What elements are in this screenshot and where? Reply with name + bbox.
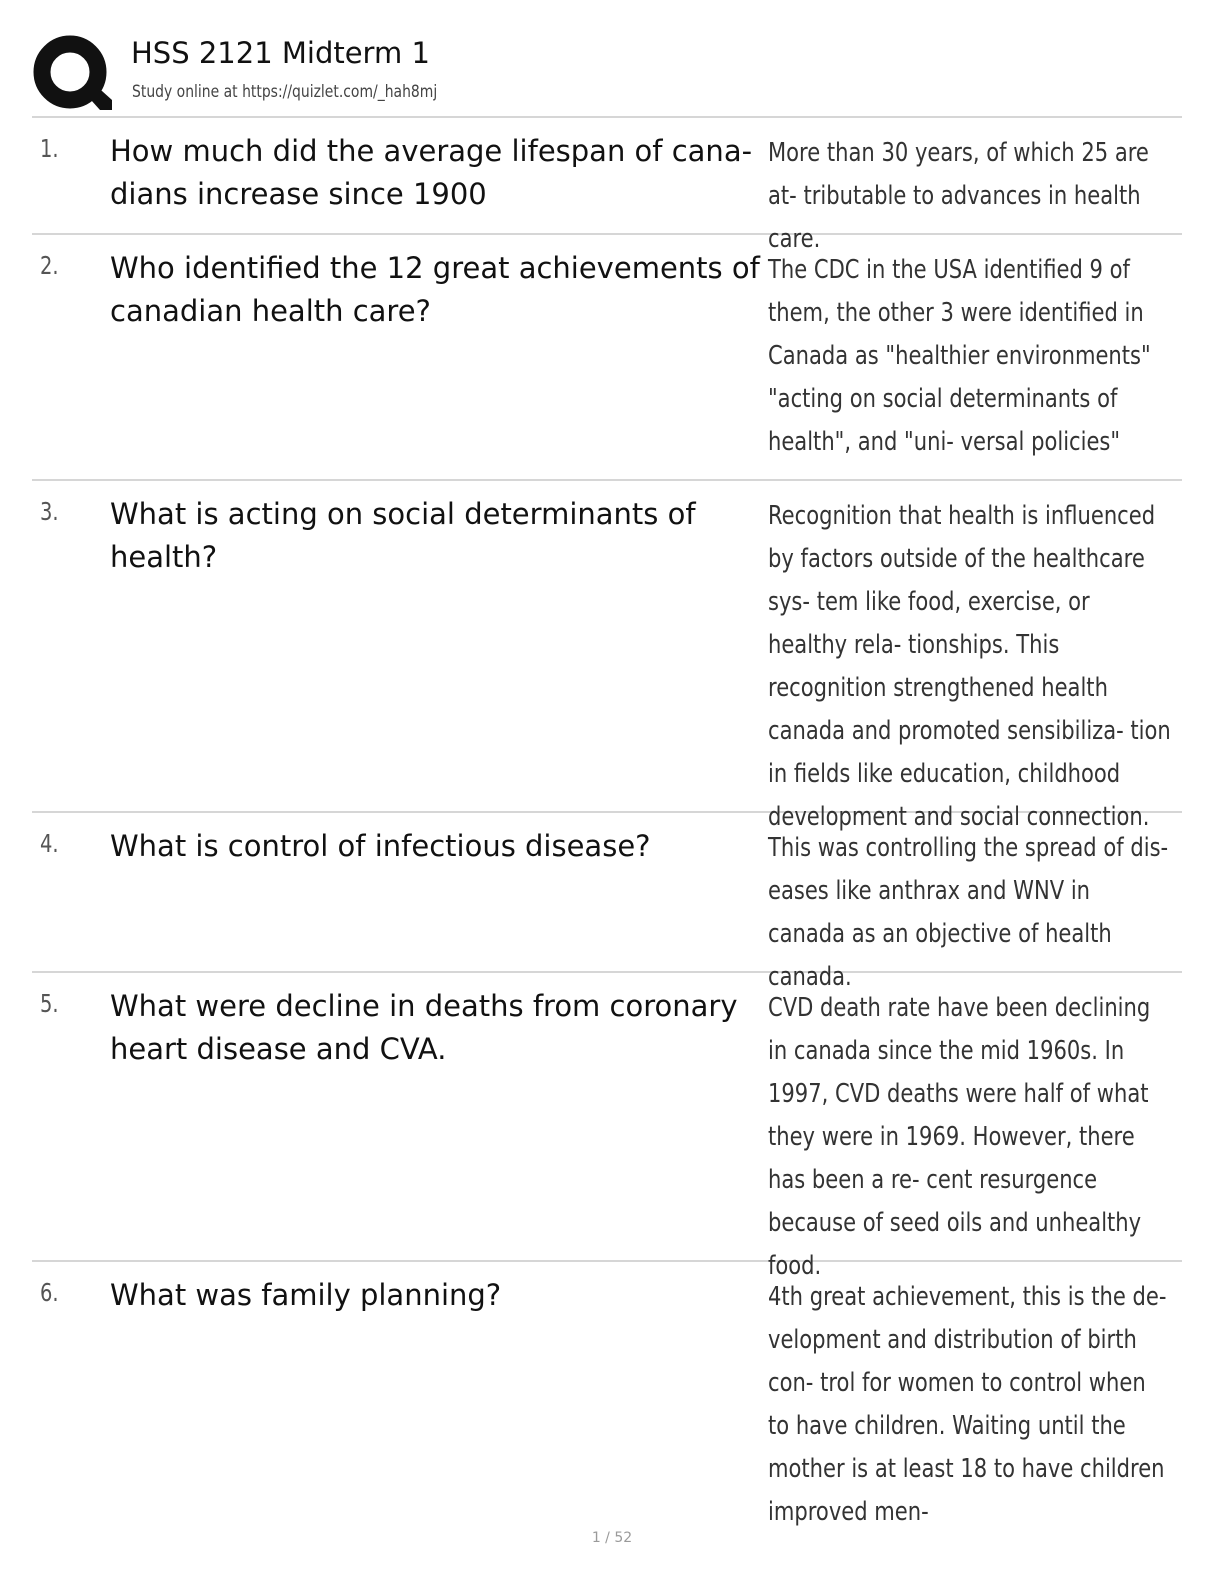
card-definition-text: More than 30 years, of which 25 are at- tributable to advances in health care. xyxy=(768,138,1149,254)
flashcard-row xyxy=(32,235,1182,481)
card-number: 1. xyxy=(40,134,59,163)
card-number: 6. xyxy=(40,1278,59,1307)
card-number: 3. xyxy=(40,497,59,526)
page-title: HSS 2121 Midterm 1 xyxy=(131,36,430,70)
card-term: How much did the average lifespan of cana- dians increase since 1900 xyxy=(110,134,753,211)
flashcard-row xyxy=(32,481,1182,832)
page-number: 1 / 52 xyxy=(591,1530,633,1546)
quizlet-q-icon xyxy=(32,34,112,114)
card-definition-text: CVD death rate have been declining in canada since the mid 1960s. In 1997, CVD deaths were half of what they were in 1969. However, there has been a re- cent resurgence because of seed oils and unhealthy food. xyxy=(768,993,1151,1281)
flashcard-row xyxy=(32,973,1182,1281)
card-definition-text: The CDC in the USA identified 9 of them, the other 3 were identified in Canada as "healthier environments" "acting on social determinants of health", and "uni- versal policies" xyxy=(768,255,1151,457)
card-definition xyxy=(768,249,1173,464)
page-header xyxy=(32,30,1182,118)
study-online-link[interactable]: Study online at https://quizlet.com/_hah8mj xyxy=(132,82,438,102)
card-definition xyxy=(768,987,1173,1288)
flashcard-row xyxy=(32,813,1182,992)
card-number: 4. xyxy=(40,829,59,858)
card-number: 5. xyxy=(40,989,59,1018)
flashcard-row xyxy=(32,118,1182,254)
card-definition xyxy=(768,495,1173,839)
flashcard-row xyxy=(32,1262,1182,1527)
card-term: What is acting on social determinants of health? xyxy=(110,497,696,574)
card-term: Who identified the 12 great achievements of canadian health care? xyxy=(110,251,760,328)
card-term: What was family planning? xyxy=(110,1278,502,1312)
card-definition-text: Recognition that health is influenced by factors outside of the healthcare sys- tem like food, exercise, or healthy rela- tionships. This recognition strengthened health canada and promoted sensibiliza- tion in fields like education, childhood development and social connection. xyxy=(768,501,1171,832)
card-number: 2. xyxy=(40,251,59,280)
card-definition-text: 4th great achievement, this is the de- velopment and distribution of birth con- trol for women to control when to have children. Waiting until the mother is at least 18 to have children improved men- xyxy=(768,1282,1167,1527)
card-definition-text: This was controlling the spread of dis- eases like anthrax and WNV in canada as an objective of health canada. xyxy=(768,833,1169,992)
card-term: What is control of infectious disease? xyxy=(110,829,651,863)
flashcard-list xyxy=(32,118,1182,1527)
card-term: What were decline in deaths from coronary heart disease and CVA. xyxy=(110,989,738,1066)
card-definition xyxy=(768,1276,1173,1534)
